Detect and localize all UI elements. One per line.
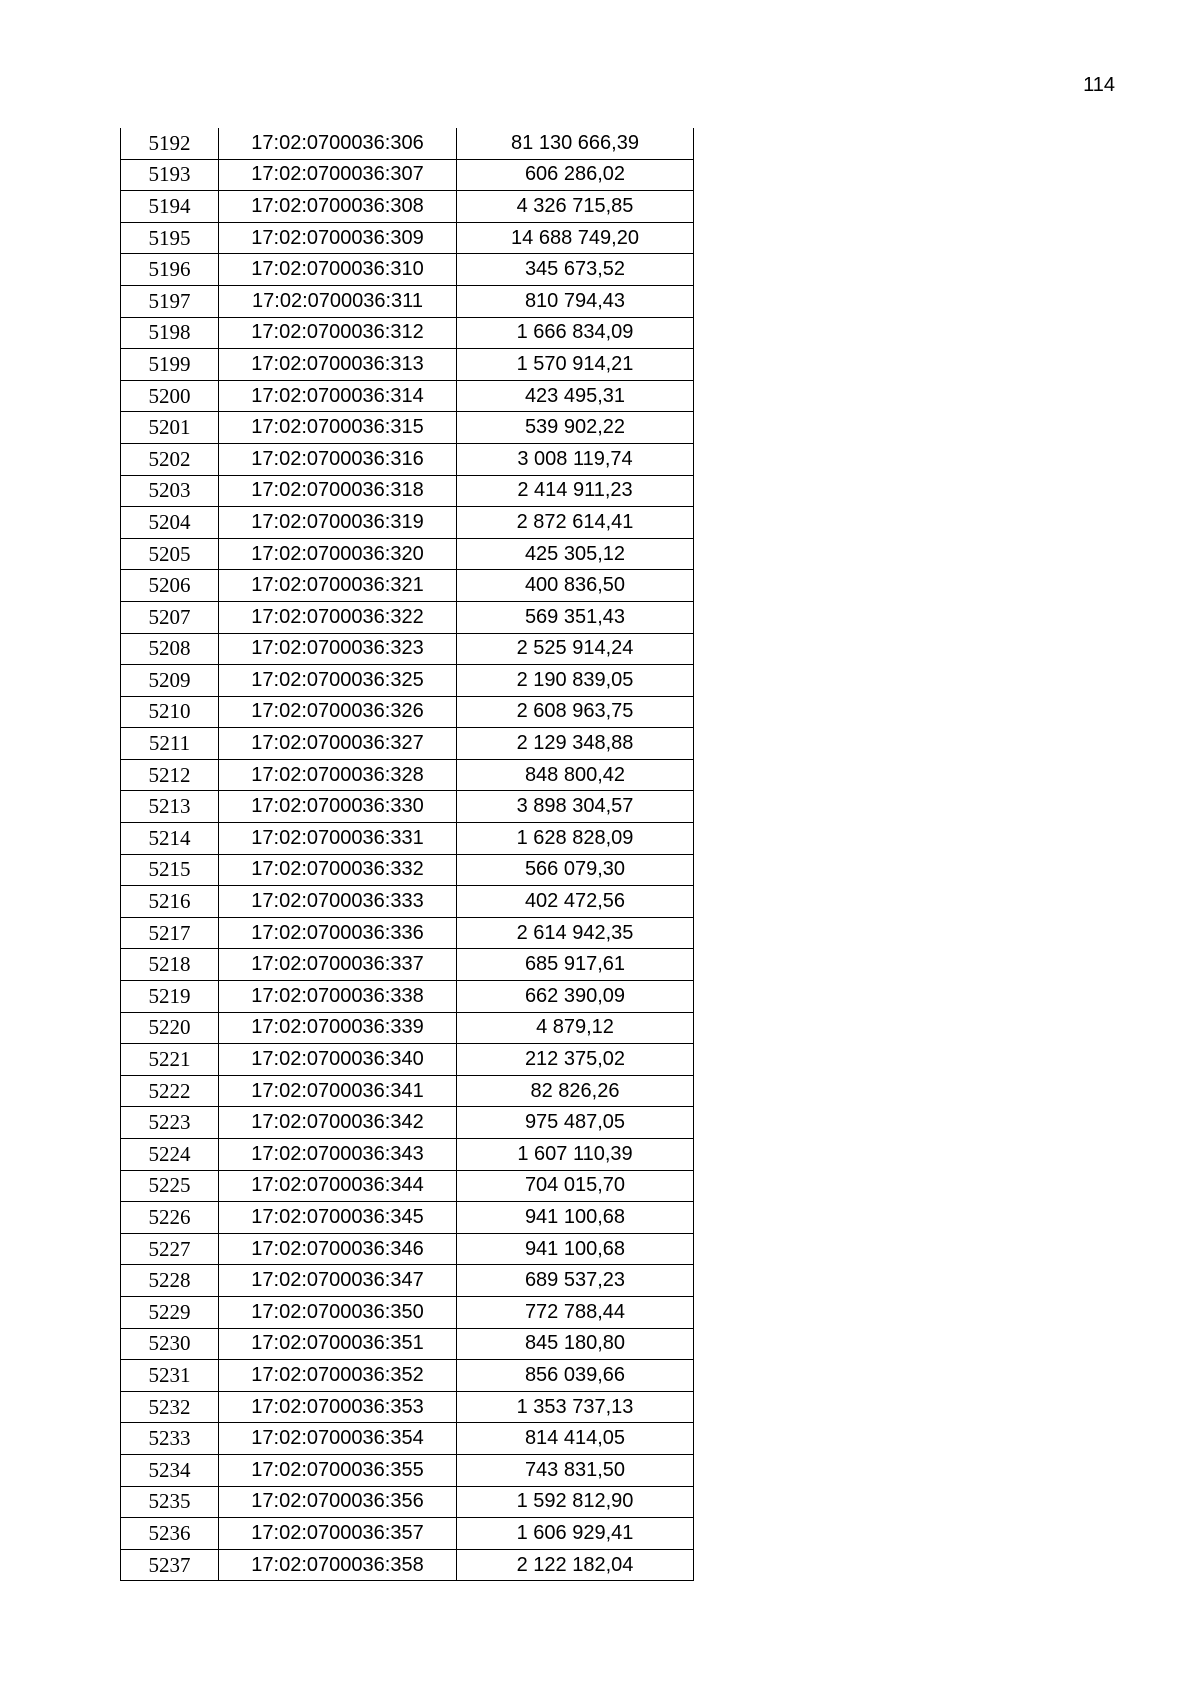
table-body: [121, 128, 694, 1581]
row-number-cell: 5224: [121, 1139, 219, 1171]
cadastral-number-cell: 17:02:0700036:327: [219, 728, 457, 760]
cadastral-number-cell: 17:02:0700036:328: [219, 759, 457, 791]
cadastral-value-cell: 810 794,43: [457, 285, 694, 317]
cadastral-number-cell: 17:02:0700036:308: [219, 191, 457, 223]
table-row: [121, 1012, 694, 1044]
table-row: [121, 1107, 694, 1139]
row-number-cell: 5199: [121, 349, 219, 381]
cadastral-number-cell: 17:02:0700036:338: [219, 981, 457, 1013]
row-number-cell: 5223: [121, 1107, 219, 1139]
cadastral-value-cell: 685 917,61: [457, 949, 694, 981]
row-number-cell: 5214: [121, 823, 219, 855]
cadastral-value-cell: 662 390,09: [457, 981, 694, 1013]
table-row: [121, 349, 694, 381]
cadastral-number-cell: 17:02:0700036:341: [219, 1075, 457, 1107]
table-row: [121, 1075, 694, 1107]
cadastral-number-cell: 17:02:0700036:331: [219, 823, 457, 855]
cadastral-number-cell: 17:02:0700036:351: [219, 1328, 457, 1360]
cadastral-value-cell: 689 537,23: [457, 1265, 694, 1297]
row-number-cell: 5220: [121, 1012, 219, 1044]
cadastral-value-cell: 425 305,12: [457, 538, 694, 570]
cadastral-value-cell: 4 879,12: [457, 1012, 694, 1044]
cadastral-value-cell: 1 606 929,41: [457, 1518, 694, 1550]
cadastral-number-cell: 17:02:0700036:357: [219, 1518, 457, 1550]
cadastral-number-cell: 17:02:0700036:326: [219, 696, 457, 728]
table-row: [121, 696, 694, 728]
cadastral-value-cell: 606 286,02: [457, 159, 694, 191]
table-row: [121, 601, 694, 633]
cadastral-value-cell: 2 525 914,24: [457, 633, 694, 665]
cadastral-value-cell: 856 039,66: [457, 1360, 694, 1392]
cadastral-number-cell: 17:02:0700036:314: [219, 380, 457, 412]
table-row: [121, 1360, 694, 1392]
cadastral-value-cell: 2 190 839,05: [457, 665, 694, 697]
row-number-cell: 5232: [121, 1391, 219, 1423]
table-row: [121, 1265, 694, 1297]
row-number-cell: 5225: [121, 1170, 219, 1202]
cadastral-number-cell: 17:02:0700036:333: [219, 886, 457, 918]
cadastral-number-cell: 17:02:0700036:313: [219, 349, 457, 381]
table-row: [121, 1296, 694, 1328]
row-number-cell: 5231: [121, 1360, 219, 1392]
row-number-cell: 5193: [121, 159, 219, 191]
table-row: [121, 317, 694, 349]
cadastral-number-cell: 17:02:0700036:310: [219, 254, 457, 286]
cadastral-value-cell: 1 353 737,13: [457, 1391, 694, 1423]
cadastral-number-cell: 17:02:0700036:307: [219, 159, 457, 191]
cadastral-number-cell: 17:02:0700036:337: [219, 949, 457, 981]
table-row: [121, 633, 694, 665]
cadastral-number-cell: 17:02:0700036:315: [219, 412, 457, 444]
cadastral-number-cell: 17:02:0700036:309: [219, 222, 457, 254]
cadastral-value-cell: 941 100,68: [457, 1233, 694, 1265]
row-number-cell: 5201: [121, 412, 219, 444]
row-number-cell: 5234: [121, 1454, 219, 1486]
cadastral-value-cell: 848 800,42: [457, 759, 694, 791]
table-row: [121, 222, 694, 254]
table-row: [121, 981, 694, 1013]
row-number-cell: 5207: [121, 601, 219, 633]
row-number-cell: 5236: [121, 1518, 219, 1550]
row-number-cell: 5215: [121, 854, 219, 886]
table-row: [121, 1518, 694, 1550]
row-number-cell: 5235: [121, 1486, 219, 1518]
cadastral-value-cell: 2 614 942,35: [457, 917, 694, 949]
row-number-cell: 5197: [121, 285, 219, 317]
cadastral-value-cell: 345 673,52: [457, 254, 694, 286]
cadastral-number-cell: 17:02:0700036:336: [219, 917, 457, 949]
cadastral-value-cell: 2 872 614,41: [457, 507, 694, 539]
table-row: [121, 1391, 694, 1423]
row-number-cell: 5200: [121, 380, 219, 412]
cadastral-number-cell: 17:02:0700036:316: [219, 443, 457, 475]
row-number-cell: 5227: [121, 1233, 219, 1265]
table-row: [121, 1170, 694, 1202]
row-number-cell: 5229: [121, 1296, 219, 1328]
cadastral-value-cell: 1 666 834,09: [457, 317, 694, 349]
table-row: [121, 538, 694, 570]
row-number-cell: 5192: [121, 128, 219, 159]
cadastral-value-cell: 569 351,43: [457, 601, 694, 633]
table-row: [121, 791, 694, 823]
cadastral-number-cell: 17:02:0700036:344: [219, 1170, 457, 1202]
table-row: [121, 728, 694, 760]
cadastral-value-cell: 1 628 828,09: [457, 823, 694, 855]
row-number-cell: 5194: [121, 191, 219, 223]
table-row: [121, 191, 694, 223]
cadastral-number-cell: 17:02:0700036:353: [219, 1391, 457, 1423]
row-number-cell: 5198: [121, 317, 219, 349]
cadastral-value-cell: 82 826,26: [457, 1075, 694, 1107]
cadastral-number-cell: 17:02:0700036:321: [219, 570, 457, 602]
page-number: 114: [1083, 74, 1115, 96]
table-row: [121, 570, 694, 602]
cadastral-number-cell: 17:02:0700036:343: [219, 1139, 457, 1171]
cadastral-number-cell: 17:02:0700036:323: [219, 633, 457, 665]
cadastral-number-cell: 17:02:0700036:339: [219, 1012, 457, 1044]
row-number-cell: 5219: [121, 981, 219, 1013]
row-number-cell: 5221: [121, 1044, 219, 1076]
cadastral-value-cell: 3 008 119,74: [457, 443, 694, 475]
row-number-cell: 5209: [121, 665, 219, 697]
cadastral-number-cell: 17:02:0700036:354: [219, 1423, 457, 1455]
table-row: [121, 443, 694, 475]
cadastral-value-cell: 845 180,80: [457, 1328, 694, 1360]
table-row: [121, 823, 694, 855]
row-number-cell: 5210: [121, 696, 219, 728]
cadastral-number-cell: 17:02:0700036:322: [219, 601, 457, 633]
cadastral-value-cell: 423 495,31: [457, 380, 694, 412]
table-row: [121, 1139, 694, 1171]
cadastral-value-cell: 2 608 963,75: [457, 696, 694, 728]
row-number-cell: 5204: [121, 507, 219, 539]
cadastral-number-cell: 17:02:0700036:311: [219, 285, 457, 317]
cadastral-number-cell: 17:02:0700036:340: [219, 1044, 457, 1076]
cadastral-value-cell: 704 015,70: [457, 1170, 694, 1202]
table-row: [121, 159, 694, 191]
cadastral-value-cell: 400 836,50: [457, 570, 694, 602]
table-row: [121, 1454, 694, 1486]
table-row: [121, 854, 694, 886]
table-row: [121, 1202, 694, 1234]
table-row: [121, 886, 694, 918]
row-number-cell: 5218: [121, 949, 219, 981]
cadastral-number-cell: 17:02:0700036:345: [219, 1202, 457, 1234]
table-row: [121, 1233, 694, 1265]
cadastral-number-cell: 17:02:0700036:347: [219, 1265, 457, 1297]
row-number-cell: 5226: [121, 1202, 219, 1234]
cadastral-number-cell: 17:02:0700036:318: [219, 475, 457, 507]
row-number-cell: 5217: [121, 917, 219, 949]
cadastral-value-cell: 743 831,50: [457, 1454, 694, 1486]
cadastral-value-cell: 2 414 911,23: [457, 475, 694, 507]
table-row: [121, 1044, 694, 1076]
cadastral-value-cell: 402 472,56: [457, 886, 694, 918]
table-row: [121, 412, 694, 444]
cadastral-value-cell: 566 079,30: [457, 854, 694, 886]
row-number-cell: 5216: [121, 886, 219, 918]
table-row: [121, 917, 694, 949]
cadastral-number-cell: 17:02:0700036:306: [219, 128, 457, 159]
table-row: [121, 380, 694, 412]
row-number-cell: 5230: [121, 1328, 219, 1360]
cadastral-number-cell: 17:02:0700036:356: [219, 1486, 457, 1518]
cadastral-value-cell: 14 688 749,20: [457, 222, 694, 254]
table-row: [121, 949, 694, 981]
cadastral-value-cell: 2 129 348,88: [457, 728, 694, 760]
cadastral-value-cell: 1 592 812,90: [457, 1486, 694, 1518]
cadastral-number-cell: 17:02:0700036:355: [219, 1454, 457, 1486]
row-number-cell: 5195: [121, 222, 219, 254]
table-row: [121, 1328, 694, 1360]
table-row: [121, 1423, 694, 1455]
cadastral-number-cell: 17:02:0700036:325: [219, 665, 457, 697]
cadastral-value-cell: 3 898 304,57: [457, 791, 694, 823]
cadastral-value-cell: 772 788,44: [457, 1296, 694, 1328]
cadastral-value-cell: 81 130 666,39: [457, 128, 694, 159]
cadastral-number-cell: 17:02:0700036:352: [219, 1360, 457, 1392]
row-number-cell: 5228: [121, 1265, 219, 1297]
row-number-cell: 5202: [121, 443, 219, 475]
row-number-cell: 5212: [121, 759, 219, 791]
cadastral-number-cell: 17:02:0700036:312: [219, 317, 457, 349]
cadastre-value-table: [120, 128, 694, 1581]
cadastral-number-cell: 17:02:0700036:342: [219, 1107, 457, 1139]
row-number-cell: 5213: [121, 791, 219, 823]
row-number-cell: 5237: [121, 1549, 219, 1581]
table-row: [121, 475, 694, 507]
row-number-cell: 5208: [121, 633, 219, 665]
row-number-cell: 5233: [121, 1423, 219, 1455]
cadastral-number-cell: 17:02:0700036:332: [219, 854, 457, 886]
row-number-cell: 5211: [121, 728, 219, 760]
cadastral-value-cell: 212 375,02: [457, 1044, 694, 1076]
table-row: [121, 128, 694, 159]
row-number-cell: 5196: [121, 254, 219, 286]
row-number-cell: 5205: [121, 538, 219, 570]
table-row: [121, 759, 694, 791]
cadastral-number-cell: 17:02:0700036:320: [219, 538, 457, 570]
table-row: [121, 1486, 694, 1518]
cadastral-value-cell: 539 902,22: [457, 412, 694, 444]
table-row: [121, 507, 694, 539]
table-row: [121, 254, 694, 286]
cadastral-value-cell: 814 414,05: [457, 1423, 694, 1455]
cadastral-value-cell: 1 570 914,21: [457, 349, 694, 381]
row-number-cell: 5203: [121, 475, 219, 507]
row-number-cell: 5222: [121, 1075, 219, 1107]
cadastral-number-cell: 17:02:0700036:358: [219, 1549, 457, 1581]
table-row: [121, 665, 694, 697]
cadastral-value-cell: 4 326 715,85: [457, 191, 694, 223]
cadastral-value-cell: 2 122 182,04: [457, 1549, 694, 1581]
cadastral-value-cell: 975 487,05: [457, 1107, 694, 1139]
row-number-cell: 5206: [121, 570, 219, 602]
cadastral-number-cell: 17:02:0700036:319: [219, 507, 457, 539]
cadastral-number-cell: 17:02:0700036:330: [219, 791, 457, 823]
cadastral-value-cell: 941 100,68: [457, 1202, 694, 1234]
cadastral-number-cell: 17:02:0700036:346: [219, 1233, 457, 1265]
cadastral-number-cell: 17:02:0700036:350: [219, 1296, 457, 1328]
table-row: [121, 285, 694, 317]
cadastral-value-cell: 1 607 110,39: [457, 1139, 694, 1171]
table-row: [121, 1549, 694, 1581]
